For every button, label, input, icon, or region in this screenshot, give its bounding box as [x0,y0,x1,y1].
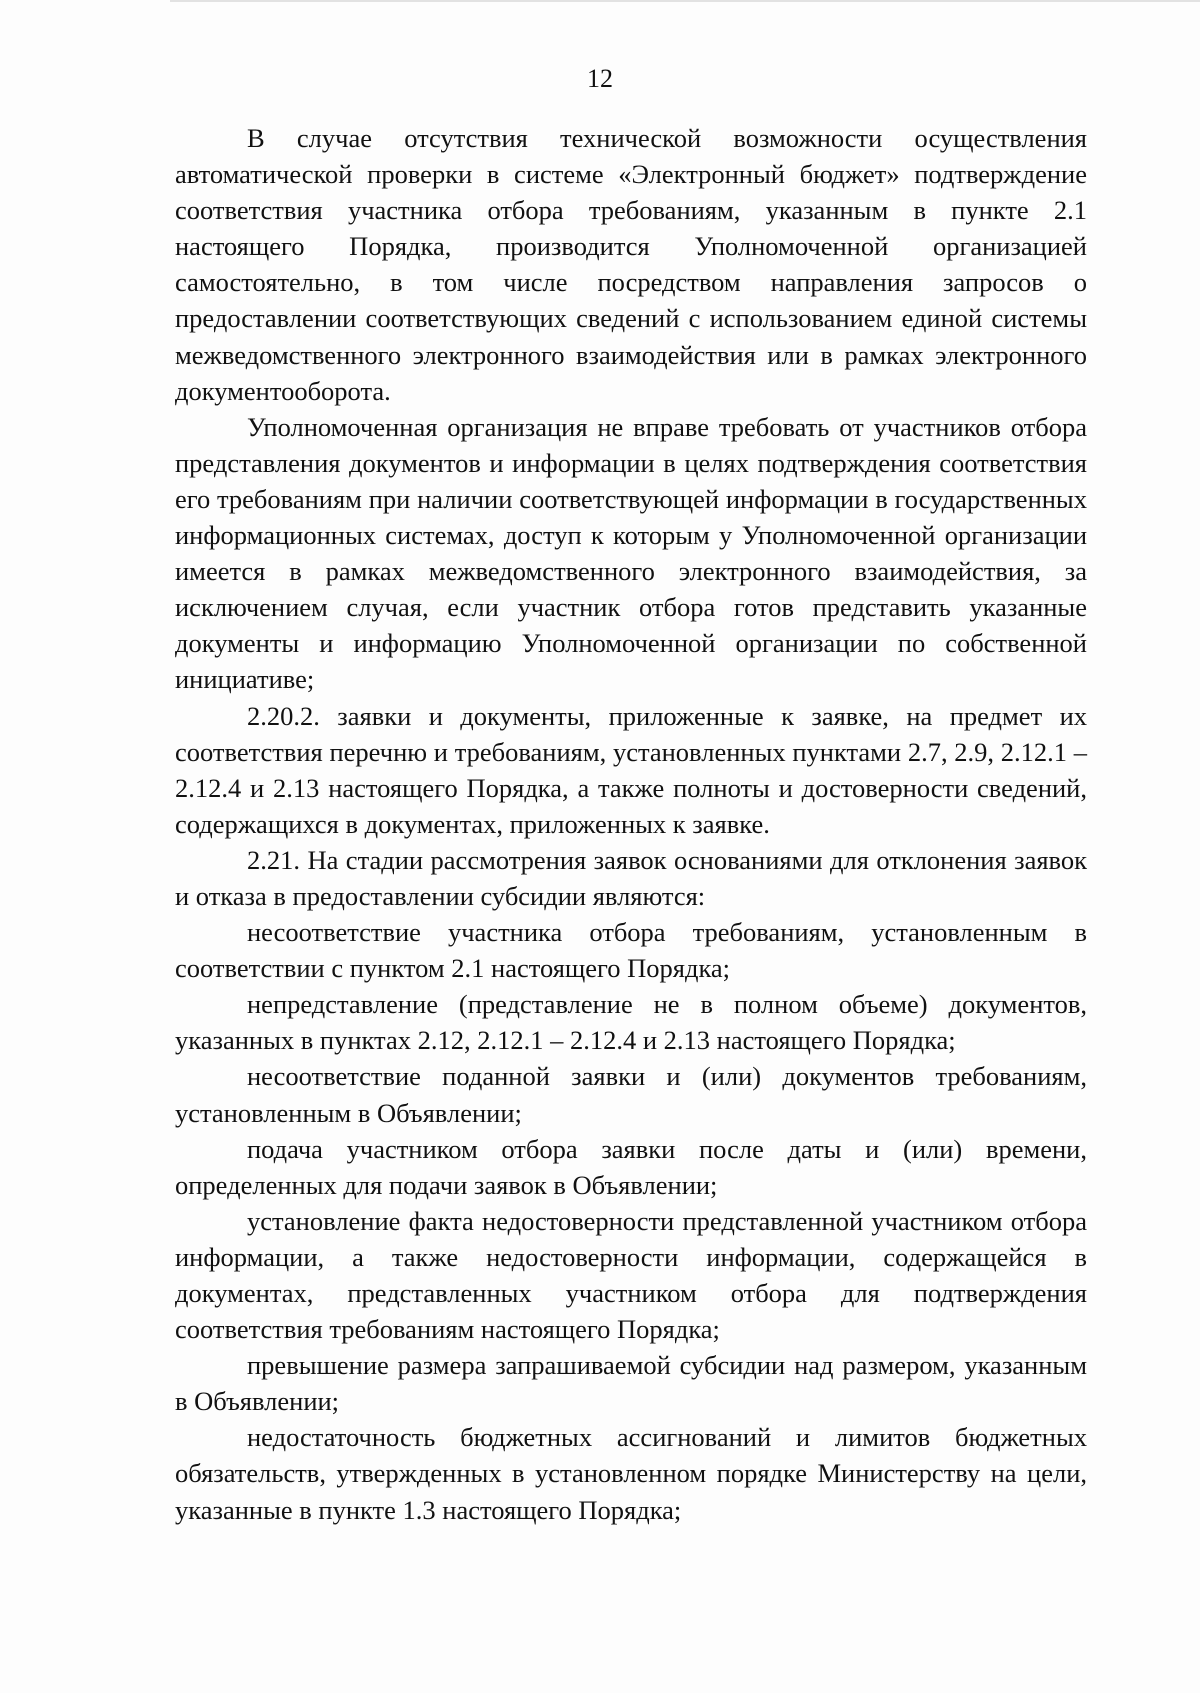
page-number: 12 [587,64,613,93]
list-item-insufficient-budget: недостаточность бюджетных ассигнований и лимитов бюджетных обязательств, утвержденных в установленном порядке Министерству на цели, указанные в пункте 1.3 настоящего Порядка; [175,1422,1087,1525]
list-item-nonsubmission-documents: непредставление (представление не в полном объеме) документов, указанных в пунктах 2.12, 2.12.1 – 2.12.4 и 2.13 настоящего Порядка; [175,989,1087,1056]
paragraph-2-21: 2.21. На стадии рассмотрения заявок основаниями для отклонения заявок и отказа в предоставлении субсидии являются: [175,844,1087,911]
paragraph-no-technical-capability: В случае отсутствия технической возможности осуществления автоматической проверки в системе «Электронный бюджет» подтверждение соответствия участника отбора требованиям, указанным в пункте 2.1 настоящего Порядка, производится Уполномоченной организацией самостоятельно, в том числе посредством направления запросов о предоставлении соответствующих сведений с использованием единой системы межведомственного электронного взаимодействия или в рамках электронного документооборота. [175,123,1087,406]
document-body [175,120,1087,1528]
list-item-noncompliance-application: несоответствие поданной заявки и (или) документов требованиям, установленным в Объявлении; [175,1061,1087,1128]
paragraph-organization-cannot-require: Уполномоченная организация не вправе требовать от участников отбора представления документов и информации в целях подтверждения соответствия его требованиям при наличии соответствующей информации в государственных информационных системах, доступ к которым у Уполномоченной организации имеется в рамках межведомственного электронного взаимодействия, за исключением случая, если участник отбора готов представить указанные документы и информацию Уполномоченной организации по собственной инициативе; [175,411,1087,695]
list-item-unreliable-information: установление факта недостоверности представленной участником отбора информации, а также недостоверности информации, содержащейся в документах, представленных участником отбора для подтверждения соответствия требованиям настоящего Порядка; [175,1205,1087,1345]
paragraph-2-20-2: 2.20.2. заявки и документы, приложенные к заявке, на предмет их соответствия перечню и требованиям, установленных пунктами 2.7, 2.9, 2.12.1 – 2.12.4 и 2.13 настоящего Порядка, а также полноты и достоверности сведений, содержащихся в документах, приложенных к заявке. [175,700,1087,839]
list-item-excess-subsidy: превышение размера запрашиваемой субсидии над размером, указанным в Объявлении; [175,1350,1087,1417]
scan-edge-line [170,0,1200,2]
list-item-late-submission: подача участником отбора заявки после даты и (или) времени, определенных для подачи заявок в Объявлении; [175,1133,1087,1200]
list-item-noncompliance-participant: несоответствие участника отбора требованиям, установленным в соответствии с пунктом 2.1 настоящего Порядка; [175,917,1087,984]
